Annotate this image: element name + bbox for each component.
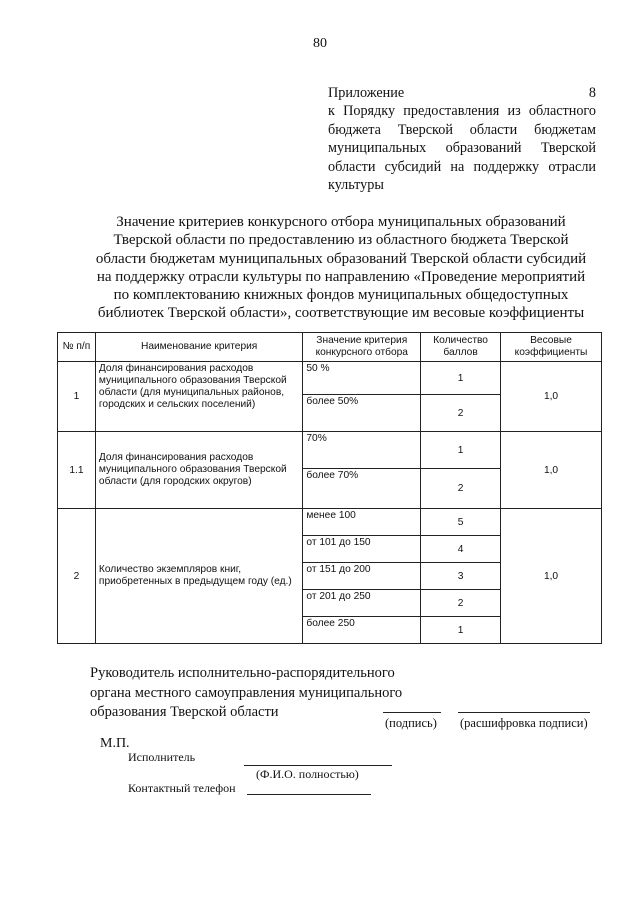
appendix-line: к Порядку предоставления из областного <box>328 103 596 120</box>
appendix-line: культуры <box>328 177 384 194</box>
criterion-coefficient: 1,0 <box>501 432 602 509</box>
criterion-value: менее 100 <box>303 509 421 536</box>
header-value: Значение критерия конкурсного отбора <box>303 333 421 362</box>
criterion-coefficient: 1,0 <box>501 509 602 644</box>
page-number: 80 <box>313 36 327 51</box>
title-line: по комплектованию книжных фондов муниципальных общедоступных <box>113 287 569 304</box>
stamp-mark: М.П. <box>100 736 130 751</box>
criterion-value: 50 % <box>303 362 421 395</box>
table-header-row <box>58 333 602 362</box>
criterion-value: более 250 <box>303 617 421 644</box>
appendix-block <box>328 84 596 194</box>
title-line: библиотек Тверской области», соответствующие им весовые коэффициенты <box>97 305 585 322</box>
header-coef: Весовые коэффициенты <box>501 333 602 362</box>
criterion-name: Доля финансирования расходов муниципального образования Тверской области (для муниципальных районов, городских и сельских поселений) <box>95 362 302 432</box>
title-line: области бюджетам муниципальных образований Тверской области субсидий <box>95 250 587 267</box>
phone-label: Контактный телефон <box>128 781 236 795</box>
executor-label: Исполнитель <box>128 750 196 764</box>
executor-line <box>244 765 392 766</box>
criterion-coefficient: 1,0 <box>501 362 602 432</box>
header-name: Наименование критерия <box>95 333 302 362</box>
criterion-number: 2 <box>58 509 96 644</box>
signoff-block <box>90 664 430 723</box>
criterion-value: более 50% <box>303 395 421 432</box>
criterion-score: 4 <box>421 536 501 563</box>
appendix-line: муниципальных образований Тверской <box>328 140 596 157</box>
criterion-score: 1 <box>421 432 501 469</box>
signoff-line: Руководитель исполнительно-распорядительного <box>90 665 395 681</box>
signature-line <box>383 712 441 713</box>
appendix-line: бюджета Тверской области бюджетам <box>328 121 596 138</box>
table-row <box>58 362 602 395</box>
title-line: Значение критериев конкурсного отбора муниципальных образований <box>116 214 566 230</box>
criterion-name: Доля финансирования расходов муниципального образования Тверской области (для городских округов) <box>95 432 302 509</box>
title-line: на поддержку отрасли культуры по направлению «Проведение мероприятий <box>96 268 586 285</box>
criterion-score: 2 <box>421 590 501 617</box>
criterion-value: от 101 до 150 <box>303 536 421 563</box>
signature-label: (подпись) <box>385 716 437 730</box>
header-num: № п/п <box>58 333 96 362</box>
criteria-table <box>57 332 602 644</box>
criterion-value: более 70% <box>303 469 421 509</box>
criterion-score: 2 <box>421 469 501 509</box>
title-line: Тверской области по предоставлению из областного бюджета Тверской <box>113 232 569 249</box>
signoff-line: образования Тверской области <box>90 704 279 720</box>
criterion-number: 1 <box>58 362 96 432</box>
header-score: Количество баллов <box>421 333 501 362</box>
criterion-score: 1 <box>421 617 501 644</box>
criterion-value: 70% <box>303 432 421 469</box>
criterion-number: 1.1 <box>58 432 96 509</box>
decoding-line <box>458 712 590 713</box>
appendix-line: области субсидий на поддержку отрасли <box>328 158 596 175</box>
table-row <box>58 432 602 469</box>
criterion-score: 1 <box>421 362 501 395</box>
criterion-value: от 201 до 250 <box>303 590 421 617</box>
appendix-line: Приложение 8 <box>328 85 596 101</box>
phone-line <box>247 794 371 795</box>
criterion-value: от 151 до 200 <box>303 563 421 590</box>
fio-label: (Ф.И.О. полностью) <box>256 767 359 781</box>
criterion-score: 3 <box>421 563 501 590</box>
document-title <box>82 213 600 323</box>
decoding-label: (расшифровка подписи) <box>460 716 588 730</box>
criterion-name: Количество экземпляров книг, приобретенных в предыдущем году (ед.) <box>95 509 302 644</box>
criterion-score: 5 <box>421 509 501 536</box>
criterion-score: 2 <box>421 395 501 432</box>
table-row <box>58 509 602 536</box>
signoff-line: органа местного самоуправления муниципального <box>90 684 403 701</box>
